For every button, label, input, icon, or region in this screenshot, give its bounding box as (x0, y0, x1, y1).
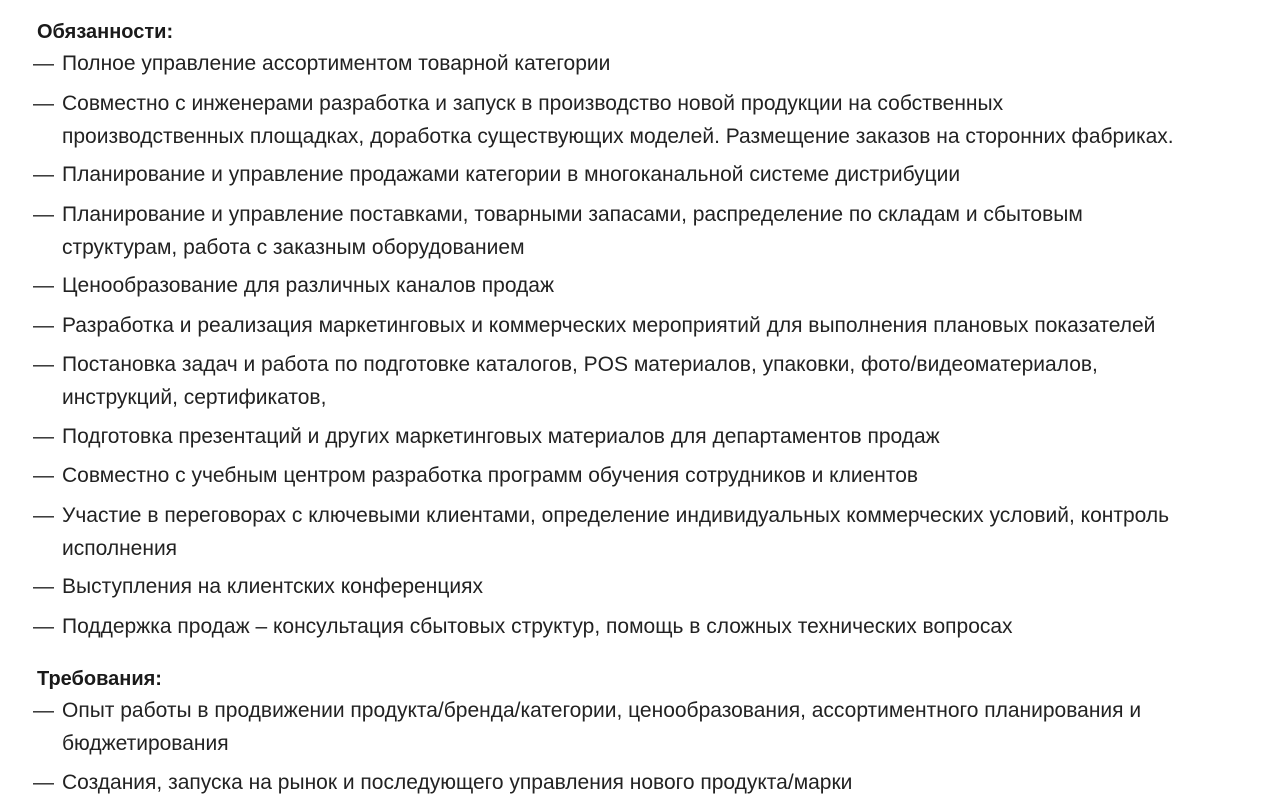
list-dash: — (33, 464, 54, 487)
list-item (33, 270, 1273, 303)
list-item (33, 159, 1273, 192)
list-item-text: Подготовка презентаций и других маркетинговых материалов для департаментов продаж (62, 425, 940, 448)
list-item (33, 310, 1273, 343)
list-item-text: Планирование и управление продажами категории в многоканальной системе дистрибуции (62, 163, 961, 186)
list-item-text: Совместно с инженерами разработка и запуск в производство новой продукции на собственных производственных площадках, доработка существующих моделей. Размещение заказов на сторонних фабриках. (62, 92, 1174, 148)
list-dash: — (33, 504, 54, 527)
list-item-text: Создания, запуска на рынок и последующего управления нового продукта/марки (62, 771, 853, 794)
list-item-text: Опыт работы в продвижении продукта/бренда/категории, ценообразования, ассортиментного планирования и бюджетирования (62, 699, 1142, 755)
list-dash: — (33, 274, 54, 297)
list-item-text: Участие в переговорах с ключевыми клиентами, определение индивидуальных коммерческих условий, контроль исполнения (62, 504, 1170, 560)
list-dash: — (33, 615, 54, 638)
requirements-heading: Требования: (37, 668, 162, 690)
list-item-text: Постановка задач и работа по подготовке каталогов, POS материалов, упаковки, фото/видеоматериалов, инструкций, сертификатов, (62, 353, 1098, 409)
list-dash: — (33, 771, 54, 794)
responsibilities-heading: Обязанности: (37, 21, 174, 43)
list-item (33, 611, 1273, 644)
list-item-text: Полное управление ассортиментом товарной категории (62, 52, 611, 75)
list-item (33, 48, 1273, 81)
list-item (33, 767, 1273, 800)
list-dash: — (33, 203, 54, 226)
list-dash: — (33, 575, 54, 598)
list-dash: — (33, 52, 54, 75)
list-item-text: Выступления на клиентских конференциях (62, 575, 483, 598)
list-dash: — (33, 314, 54, 337)
list-item-text: Совместно с учебным центром разработка программ обучения сотрудников и клиентов (62, 464, 919, 487)
list-item-text: Планирование и управление поставками, товарными запасами, распределение по складам и сбытовым структурам, работа с заказным оборудованием (62, 203, 1083, 259)
list-item (33, 695, 1273, 760)
list-dash: — (33, 353, 54, 376)
list-item (33, 500, 1273, 565)
list-item (33, 88, 1273, 153)
list-item (33, 460, 1273, 493)
list-item-text: Ценообразование для различных каналов продаж (62, 274, 555, 297)
list-item (33, 199, 1273, 264)
list-item (33, 349, 1273, 414)
list-item (33, 571, 1273, 604)
list-item (33, 421, 1273, 454)
list-dash: — (33, 92, 54, 115)
list-dash: — (33, 163, 54, 186)
list-dash: — (33, 699, 54, 722)
list-item-text: Поддержка продаж – консультация сбытовых структур, помощь в сложных технических вопросах (62, 615, 1013, 638)
list-dash: — (33, 425, 54, 448)
list-item-text: Разработка и реализация маркетинговых и коммерческих мероприятий для выполнения плановых показателей (62, 314, 1156, 337)
